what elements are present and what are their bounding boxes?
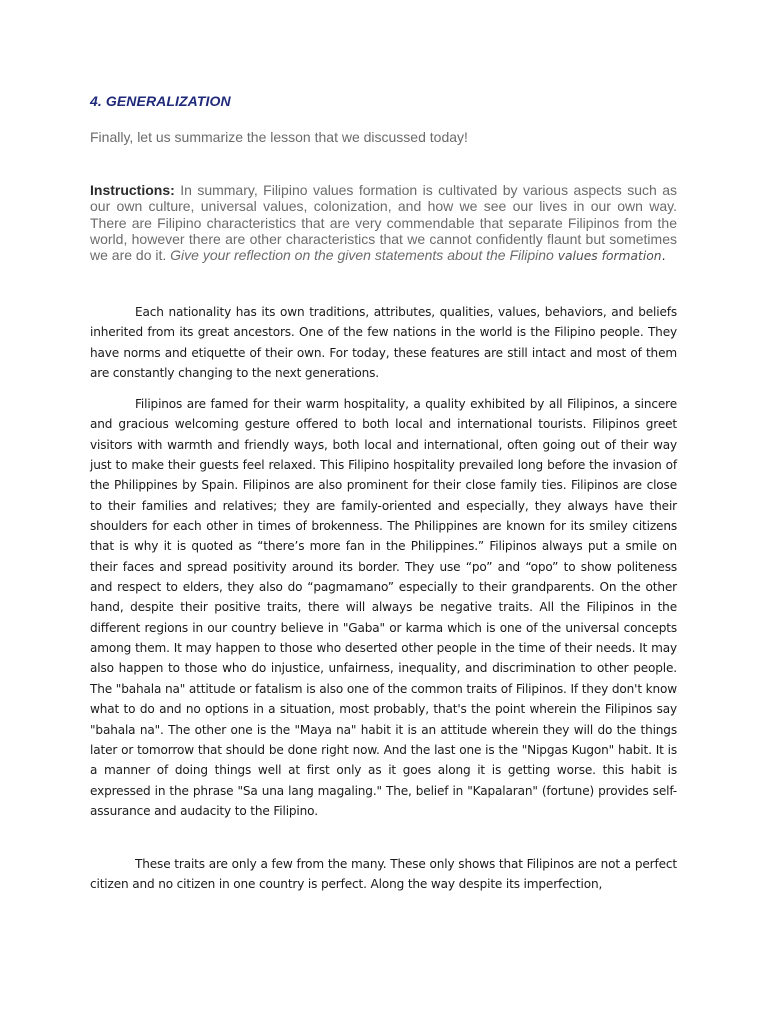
intro-text: Finally, let us summarize the lesson that we discussed today! (90, 129, 468, 145)
body-paragraph-1: Each nationality has its own traditions, attributes, qualities, values, behaviors, and beliefs inherited from its great ancestors. One of the few nations in the world is the Filipino people. They have norms and etiquette of their own. For today, these features are still intact and most of them are constantly changing to the next generations. (90, 305, 677, 381)
instructions-label: Instructions: (90, 182, 175, 198)
body-paragraph-3: These traits are only a few from the many. These only shows that Filipinos are not a perfect citizen and no citizen in one country is perfect. Along the way despite its imperfection, (90, 857, 677, 892)
instructions-reflection-tail: values formation (557, 249, 662, 264)
instructions-end: . (661, 249, 666, 264)
section-heading: 4. GENERALIZATION (90, 93, 231, 109)
instructions-text: In summary, Filipino values formation is cultivated by various aspects such as our own culture, universal values, colonization, and how we see our lives in our own way. There are Filipino characteristics that are very commendable that separate Filipinos from the world, however there are other characteristics that we cannot confidently flaunt but sometimes we are do it. (90, 182, 677, 264)
body-paragraph-2: Filipinos are famed for their warm hospitality, a quality exhibited by all Filipinos, a sincere and gracious welcoming gesture offered to both local and international tourists. Filipinos greet visitors with warmth and friendly ways, both local and international, often going out of their way just to make their guests feel relaxed. This Filipino hospitality prevailed long before the invasion of the Philippines by Spain. Filipinos are also prominent for their close family ties. Filipinos are close to their families and relatives; they are family-oriented and especially, they always have their shoulders for each other in times of brokenness. The Philippines are known for its smiley citizens that is why it is quoted as “there’s more fan in the Philippines.” Filipinos always put a smile on their faces and spread positivity around its border. They use “po” and “opo” to show politeness and respect to elders, they also do “pagmamano” especially to their grandparents. On the other hand, despite their positive traits, there will always be negative traits. All the Filipinos in the different regions in our country believe in "Gaba" or karma which is one of the universal concepts among them. It may happen to those who deserted other people in the time of their needs. It may also happen to those who do injustice, unfairness, inequality, and discrimination to other people. The "bahala na" attitude or fatalism is also one of the common traits of Filipinos. If they don't know what to do and no options in a situation, most probably, that's the point wherein the Filipinos say "bahala na". The other one is the "Maya na" habit it is an attitude wherein they will do the things later or tomorrow that should be done right now. And the last one is the "Nipgas Kugon" habit. It is a manner of doing things well at first only as it goes along it is getting worse. this habit is expressed in the phrase "Sa una lang magaling." The, belief in "Kapalaran" (fortune) provides self-assurance and audacity to the Filipino. (90, 397, 677, 818)
instructions-paragraph (90, 182, 677, 264)
instructions-reflection: Give your reflection on the given statements about the Filipino (170, 247, 558, 264)
